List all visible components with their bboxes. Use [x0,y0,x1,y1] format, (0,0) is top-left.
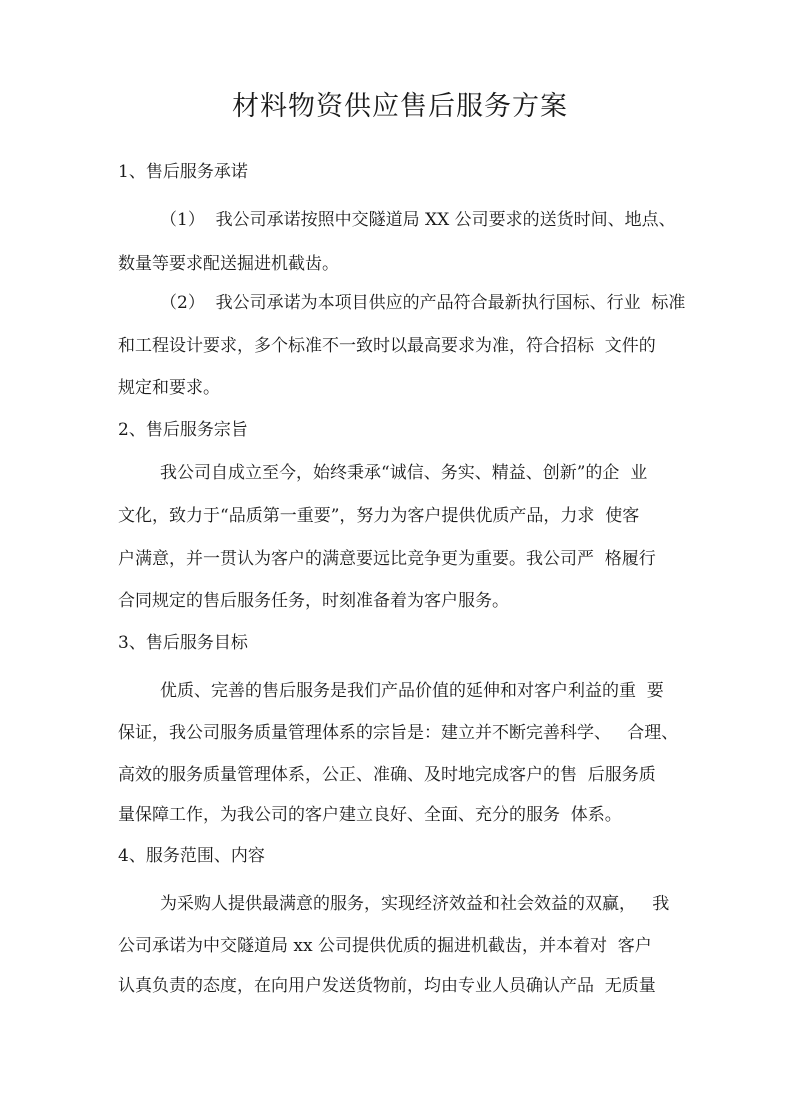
paragraph-line: 高效的服务质量管理体系，公正、准确、及时地完成客户的售 后服务质 [118,765,656,785]
section-heading: 2、售后服务宗旨 [118,420,248,440]
paragraph-line: （1） 我公司承诺按照中交隧道局 XX 公司要求的送货时间、地点、 [160,210,676,230]
paragraph-line: 公司承诺为中交隧道局 xx 公司提供优质的掘进机截齿，并本着对 客户 [118,936,652,956]
section-heading: 4、服务范围、内容 [118,846,265,866]
paragraph-line: 我公司自成立至今，始终秉承“诚信、务实、精益、创新”的企 业 [160,463,648,483]
paragraph-line: 认真负责的态度，在向用户发送货物前，均由专业人员确认产品 无质量 [118,976,656,996]
paragraph-line: 量保障工作，为我公司的客户建立良好、全面、充分的服务 体系。 [118,805,622,825]
paragraph-line: 优质、完善的售后服务是我们产品价值的延伸和对客户利益的重 要 [160,681,664,701]
paragraph-line: 规定和要求。 [118,378,220,398]
paragraph-line: （2） 我公司承诺为本项目供应的产品符合最新执行国标、行业 标准 [160,293,686,313]
paragraph-line: 和工程设计要求，多个标准不一致时以最高要求为准，符合招标 文件的 [118,336,656,356]
paragraph-line: 户满意，并一贯认为客户的满意要远比竞争更为重要。我公司严 格履行 [118,549,656,569]
paragraph-line: 合同规定的售后服务任务，时刻准备着为客户服务。 [118,591,509,611]
section-heading: 3、售后服务目标 [118,633,248,653]
paragraph-line: 数量等要求配送掘进机截齿。 [118,254,339,274]
paragraph-line: 文化，致力于“品质第一重要”，努力为客户提供优质产品，力求 使客 [118,506,640,526]
section-heading: 1、售后服务承诺 [118,162,248,182]
paragraph-line: 保证，我公司服务质量管理体系的宗旨是：建立并不断完善科学、 合理、 [118,723,679,743]
paragraph-line: 为采购人提供最满意的服务，实现经济效益和社会效益的双赢， 我 [160,894,670,914]
document-title: 材料物资供应售后服务方案 [232,91,568,122]
